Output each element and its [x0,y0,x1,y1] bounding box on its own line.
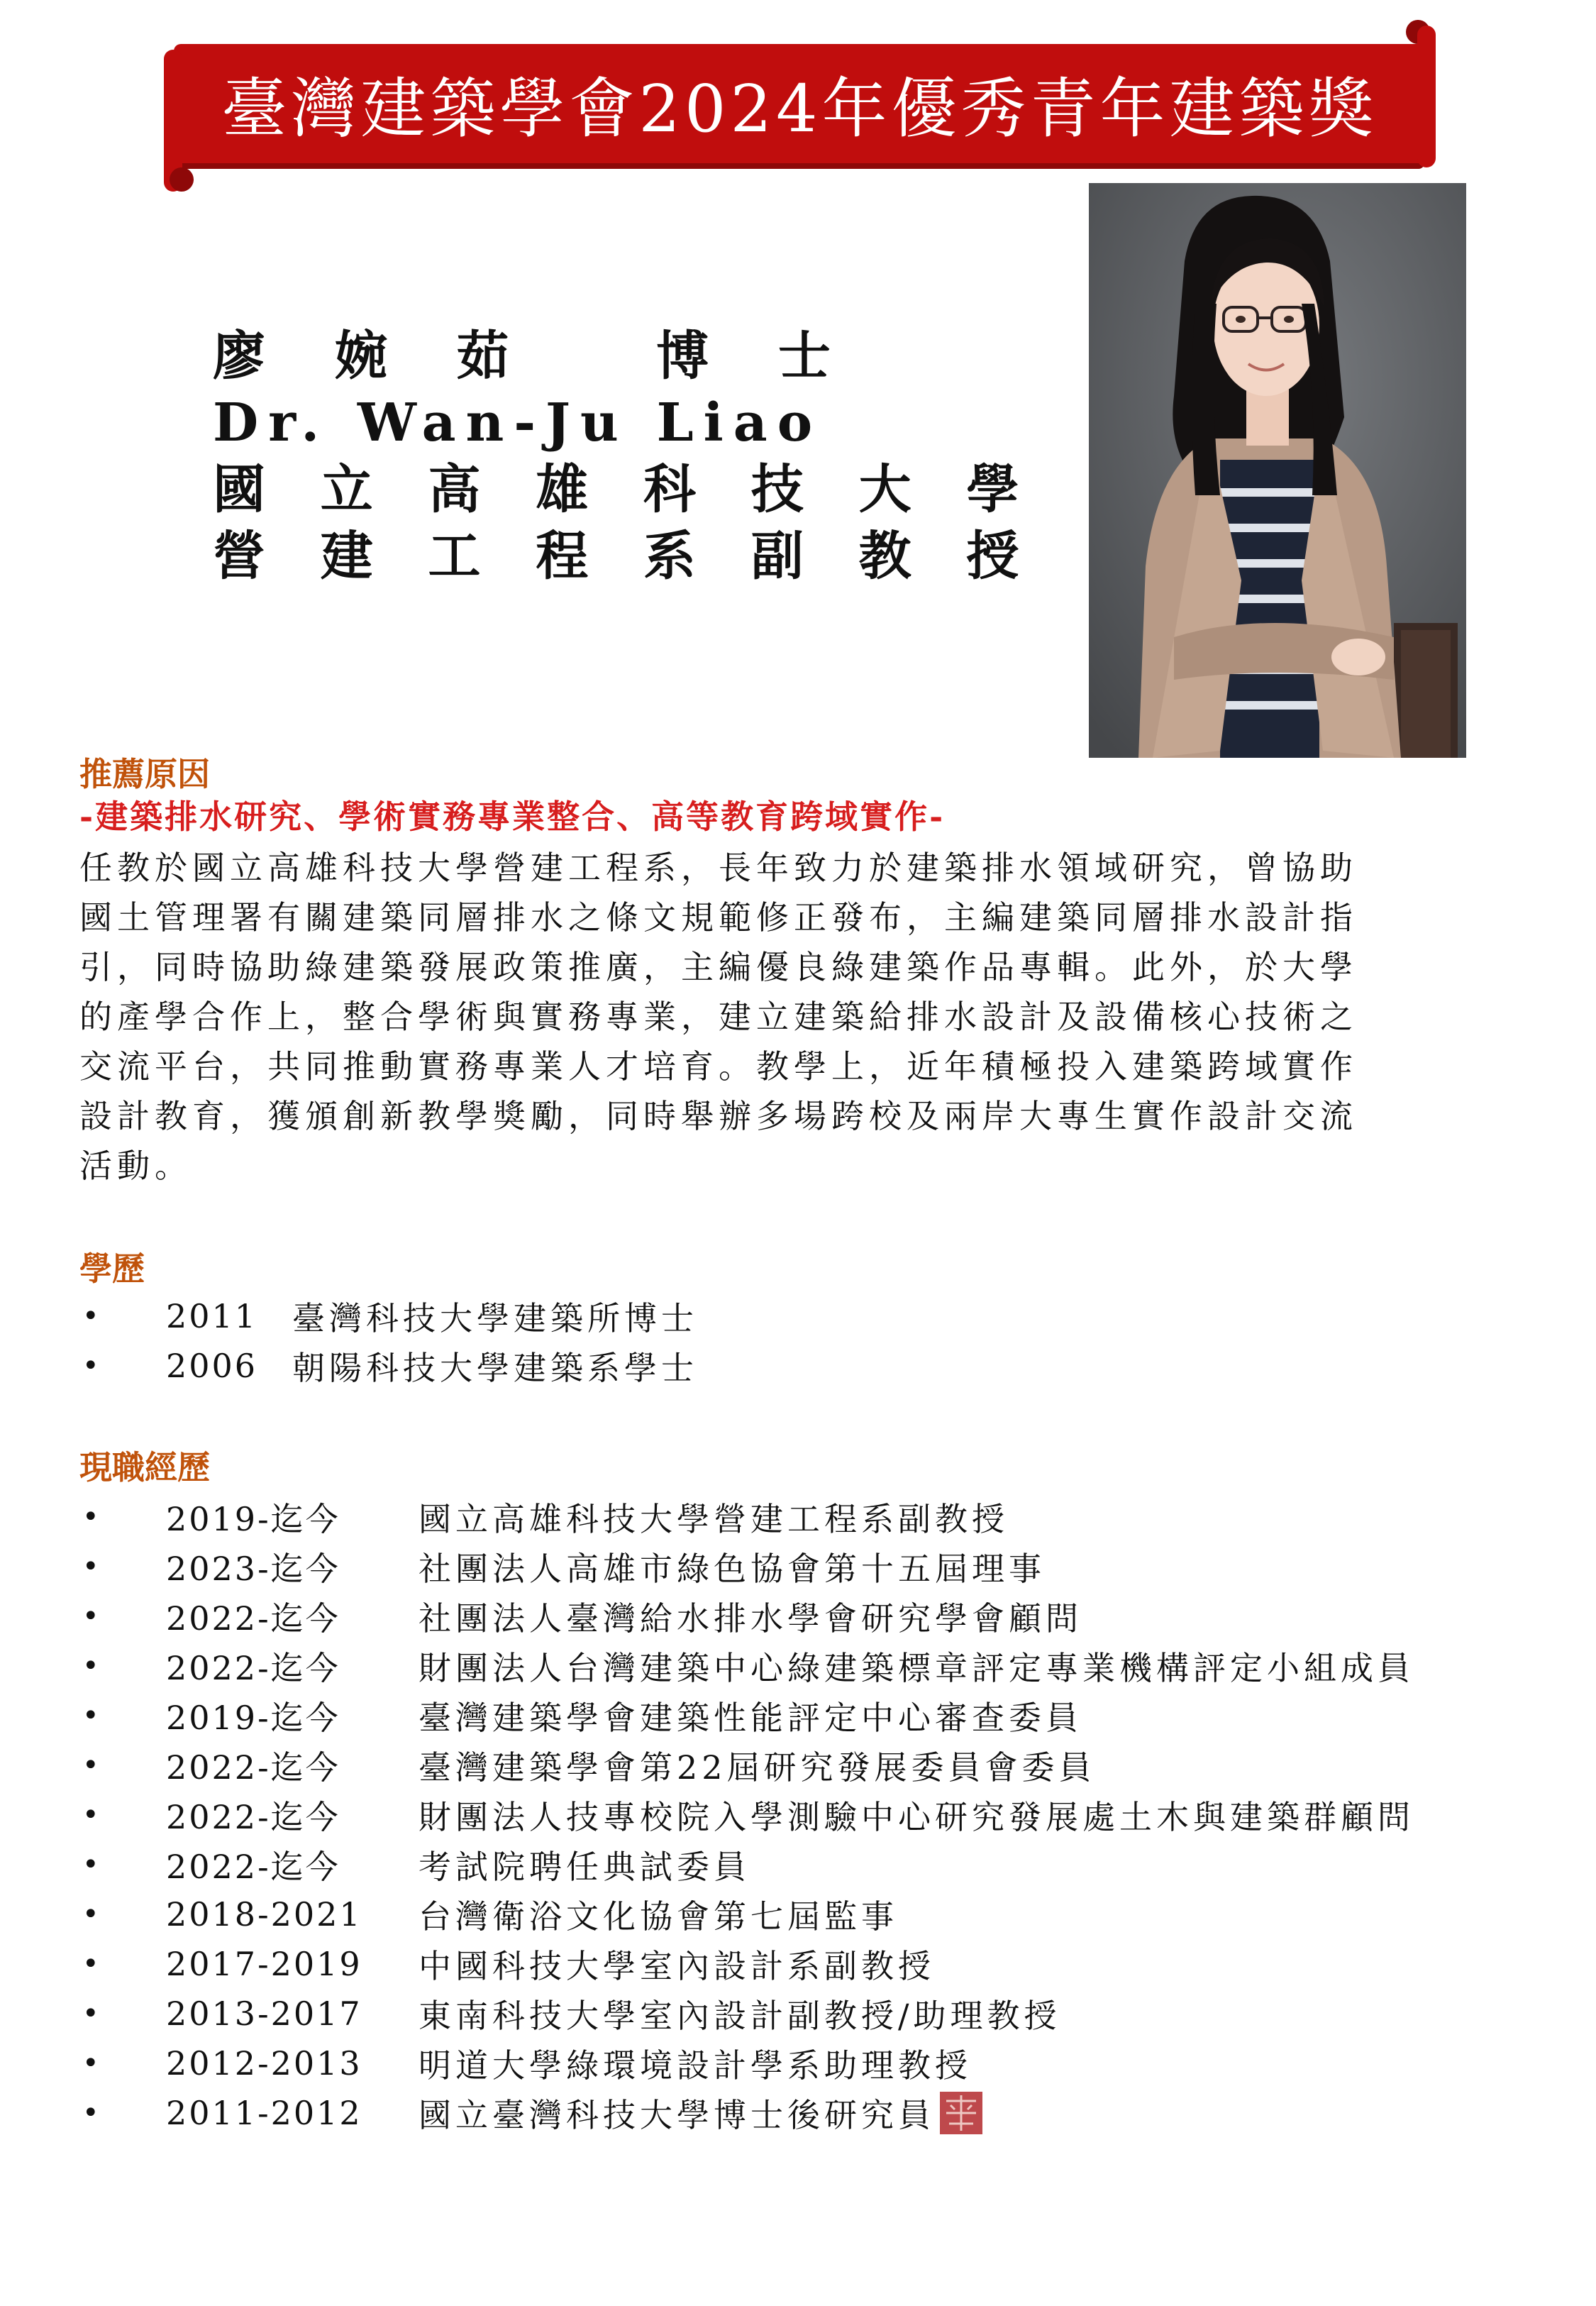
reason-line: 國土管理署有關建築同層排水之條文規範修正發布，主編建築同層排水設計指 [79,898,1358,937]
experience-years: 2013-2017 [166,1995,362,2033]
bullet-icon: • [82,1501,99,1533]
list-item [79,1890,1534,1939]
experience-years: 2022-迄今 [166,1649,340,1687]
bullet-icon: • [82,1948,99,1980]
bullet-icon: • [82,1550,99,1583]
reason-paragraph [79,843,1498,1191]
education-desc: 朝陽科技大學建築系學士 [292,1349,698,1387]
list-item [79,1790,1534,1840]
bullet-icon: • [82,1350,99,1382]
experience-years: 2022-迄今 [166,1748,340,1787]
banner-curl-left [170,167,194,192]
seal-stamp-icon [938,2090,985,2136]
experience-years: 2019-迄今 [166,1699,340,1737]
affiliation-position: 營 建 工 程 系 副 教 授 [213,526,1038,587]
title-banner [174,44,1426,163]
experience-desc: 臺灣建築學會第22屆研究發展委員會委員 [419,1748,1096,1787]
education-section-title: 學歷 [79,1249,145,1288]
portrait-illustration [1089,183,1466,758]
reason-line: 交流平台，共同推動實務專業人才培育。教學上，近年積極投入建築跨域實作 [79,1047,1358,1086]
experience-desc: 國立臺灣科技大學博士後研究員 [419,2096,935,2134]
bullet-icon: • [82,1600,99,1633]
list-item [79,1740,1534,1790]
experience-years: 2017-2019 [166,1945,362,1983]
experience-years: 2022-迄今 [166,1599,340,1638]
bullet-icon: • [82,1300,99,1333]
education-desc: 臺灣科技大學建築所博士 [292,1299,698,1337]
bullet-icon: • [82,1650,99,1682]
banner-curl-right [1406,20,1430,44]
bullet-icon: • [82,1898,99,1931]
experience-desc: 東南科技大學室內設計副教授/助理教授 [419,1997,1061,2035]
education-year: 2006 [166,1347,258,1385]
experience-desc: 明道大學綠環境設計學系助理教授 [419,2046,972,2085]
list-item [79,1840,1534,1890]
list-item [79,1591,1534,1641]
experience-list [79,1492,1534,2138]
experience-desc: 考試院聘任典試委員 [419,1848,750,1886]
experience-desc: 國立高雄科技大學營建工程系副教授 [419,1500,1009,1538]
experience-desc: 社團法人臺灣給水排水學會研究學會顧問 [419,1599,1082,1638]
list-item [79,2088,1534,2138]
experience-years: 2023-迄今 [166,1550,340,1588]
reason-section-title: 推薦原因 [79,755,210,793]
list-item [79,1691,1534,1740]
experience-years: 2022-迄今 [166,1798,340,1836]
list-item [79,2039,1534,2088]
experience-years: 2018-2021 [166,1895,362,1933]
award-title: 臺灣建築學會2024年優秀青年建築獎 [221,71,1378,147]
reason-line: 任教於國立高雄科技大學營建工程系，長年致力於建築排水領域研究，曾協助 [79,849,1358,887]
bullet-icon: • [82,2097,99,2129]
name-english: Dr. Wan-Ju Liao [213,392,823,453]
reason-line: 的產學合作上，整合學術與實務專業，建立建築給排水設計及設備核心技術之 [79,998,1358,1036]
experience-years: 2022-迄今 [166,1848,340,1886]
reason-subtitle: -建築排水研究、學術實務專業整合、高等教育跨域實作- [79,798,946,836]
list-item [79,1492,1534,1542]
affiliation-university: 國 立 高 雄 科 技 大 學 [213,459,1038,520]
bullet-icon: • [82,1799,99,1831]
education-year: 2011 [166,1297,258,1335]
experience-years: 2019-迄今 [166,1500,340,1538]
bullet-icon: • [82,2047,99,2080]
reason-line: 活動。 [79,1147,192,1185]
experience-desc: 中國科技大學室內設計系副教授 [419,1947,935,1985]
experience-desc: 社團法人高雄市綠色協會第十五屆理事 [419,1550,1046,1588]
experience-years: 2011-2012 [166,2094,362,2132]
name-chinese: 廖 婉 茹 博 士 [213,326,857,387]
list-item [79,1641,1534,1691]
experience-desc: 台灣衛浴文化協會第七屆監事 [419,1897,898,1936]
experience-desc: 財團法人技專校院入學測驗中心研究發展處土木與建築群顧問 [419,1798,1414,1836]
experience-years: 2012-2013 [166,2044,362,2082]
experience-section-title: 現職經歷 [79,1448,210,1486]
list-item [79,1989,1534,2039]
experience-desc: 臺灣建築學會建築性能評定中心審查委員 [419,1699,1082,1737]
education-list [79,1291,1534,1391]
list-item [79,1939,1534,1989]
reason-line: 引，同時協助綠建築發展政策推廣，主編優良綠建築作品專輯。此外，於大學 [79,948,1358,986]
reason-line: 設計教育，獲頒創新教學獎勵，同時舉辦多場跨校及兩岸大專生實作設計交流 [79,1097,1358,1135]
bullet-icon: • [82,1848,99,1881]
awardee-header [213,323,1038,590]
list-item [79,1341,1534,1391]
bullet-icon: • [82,1749,99,1782]
bullet-icon: • [82,1997,99,2030]
list-item [79,1291,1534,1341]
experience-desc: 財團法人台灣建築中心綠建築標章評定專業機構評定小組成員 [419,1649,1414,1687]
list-item [79,1542,1534,1591]
portrait-photo [1089,183,1466,758]
bullet-icon: • [82,1699,99,1732]
